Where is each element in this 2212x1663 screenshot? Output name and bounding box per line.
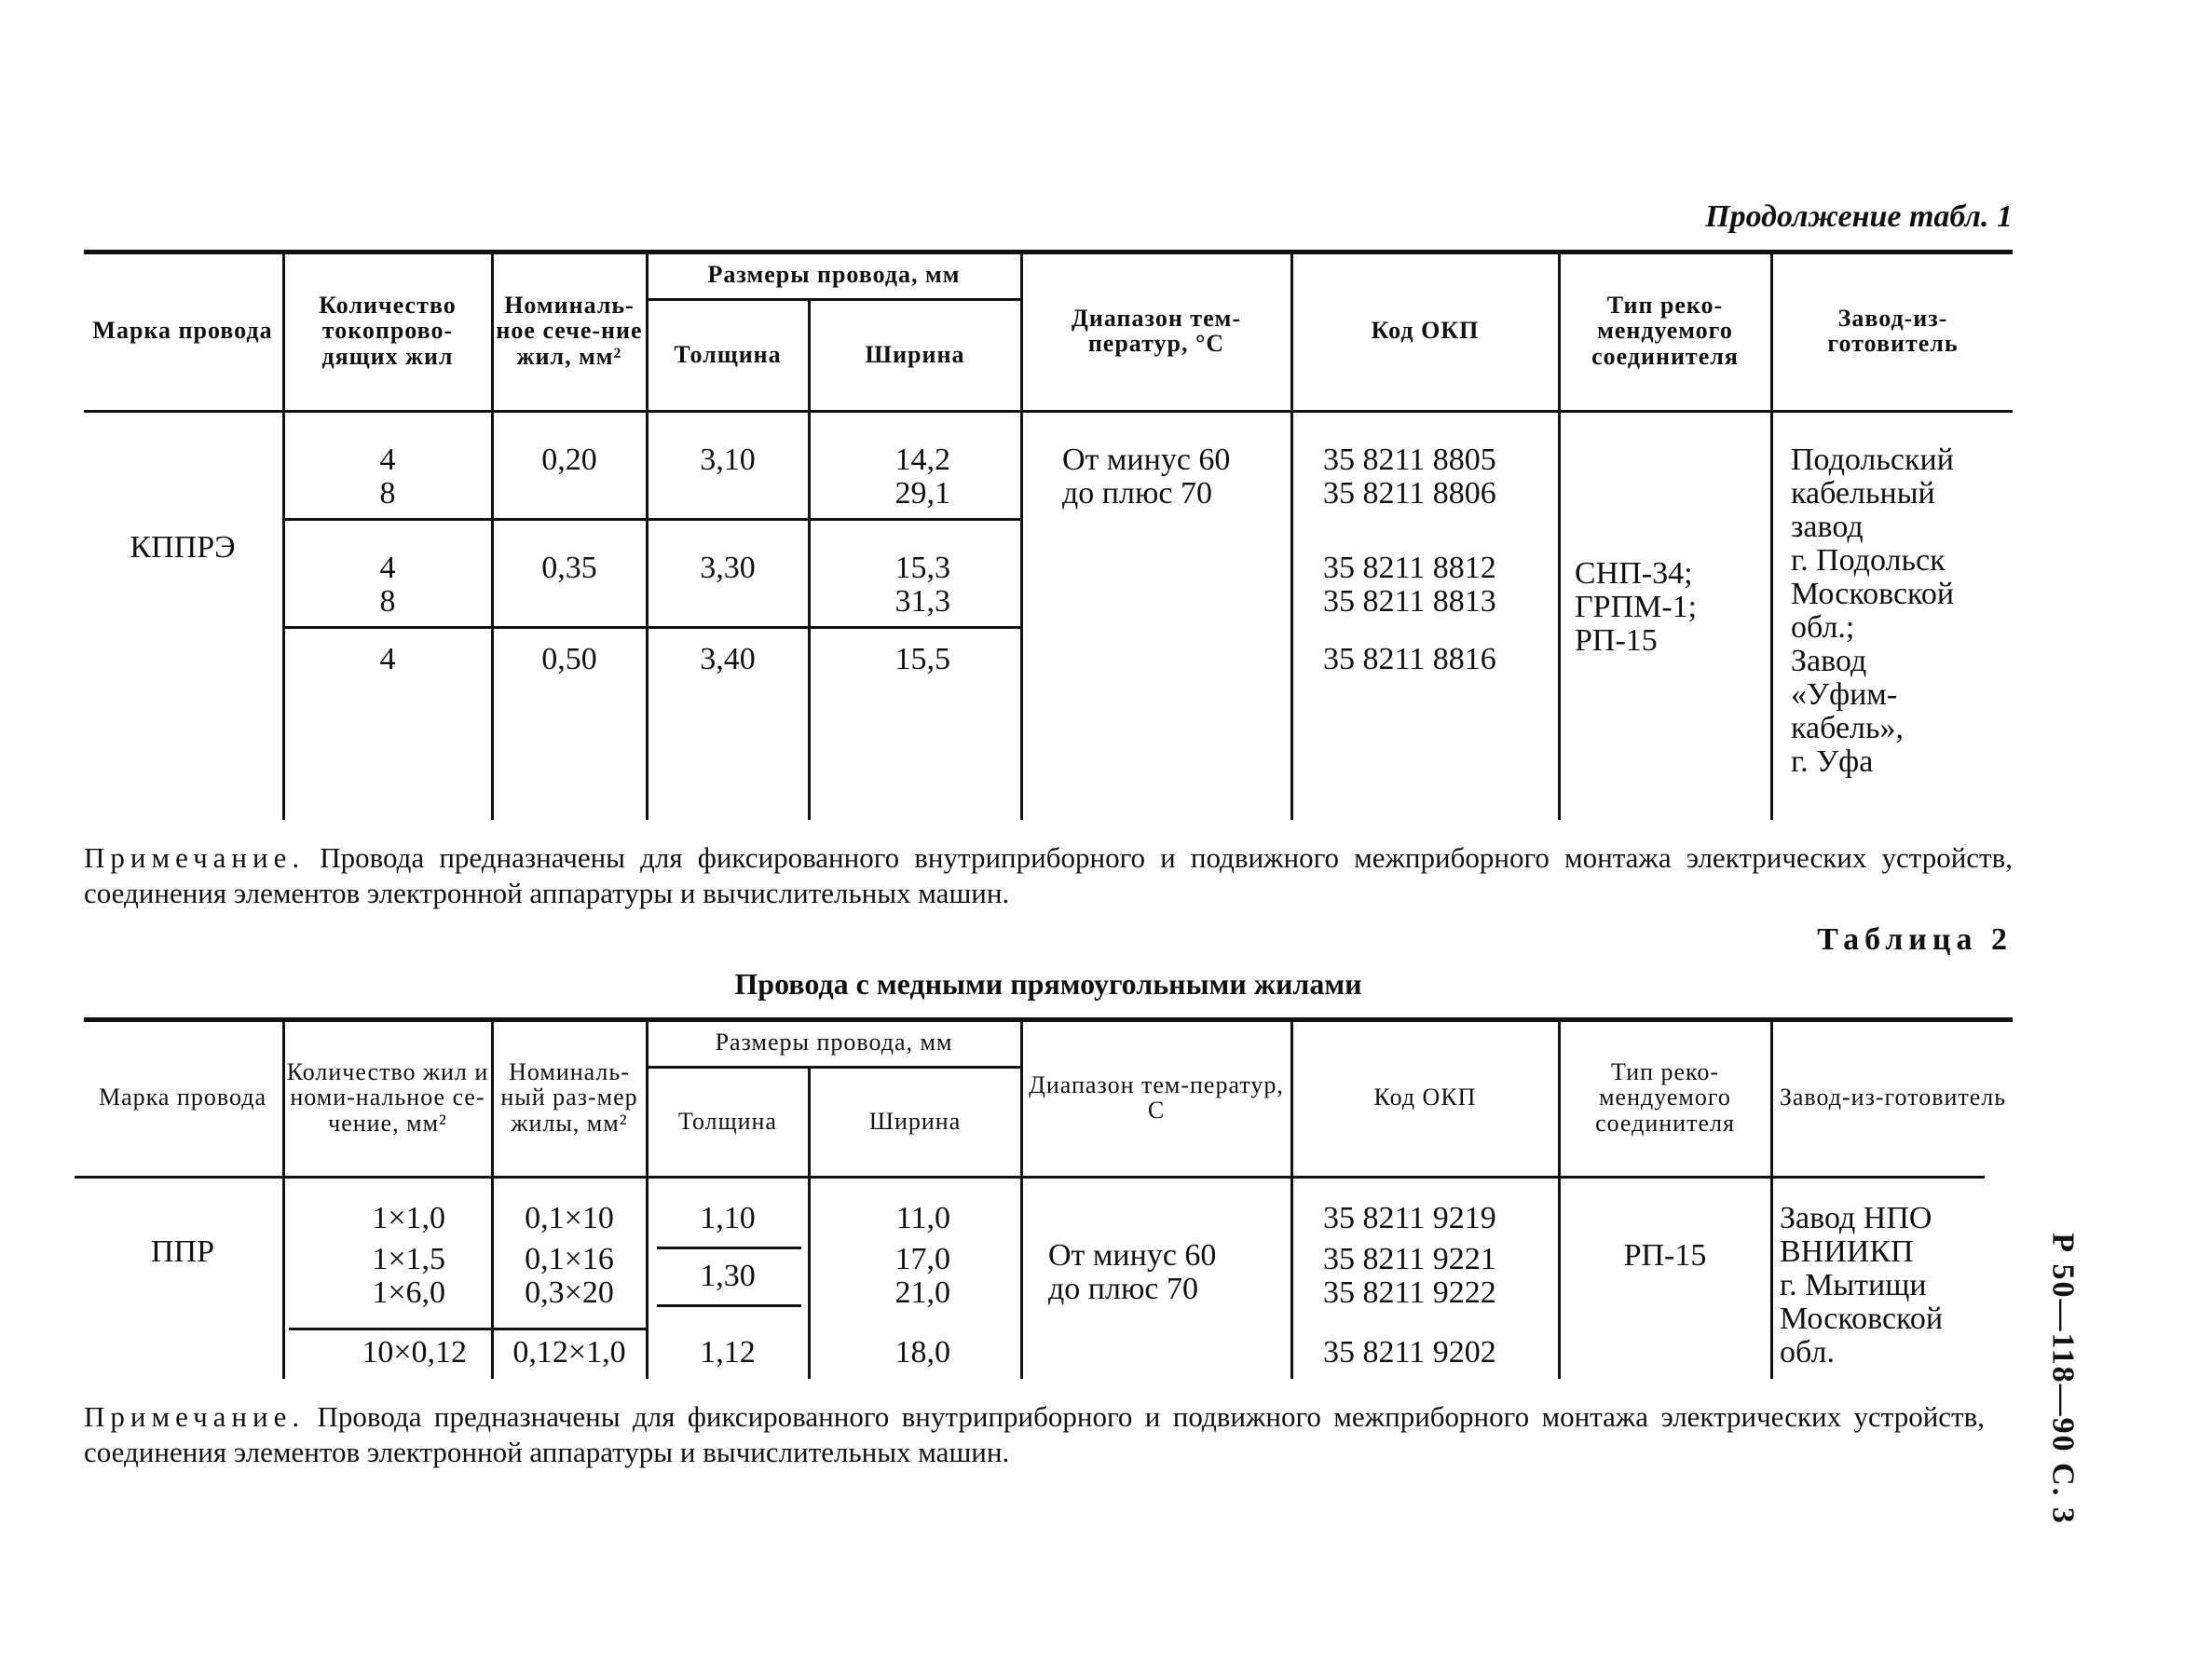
table-2-header-rule — [75, 1176, 1985, 1179]
header-thickness: Толщина — [678, 1108, 777, 1136]
cores-cell: 4 8 — [379, 443, 396, 511]
section-cell: 0,20 — [541, 443, 597, 477]
table-2-title: Провода с медными прямоугольными жилами — [734, 967, 1362, 1001]
table-1-header-rule — [84, 410, 2013, 413]
cores-cell: 10×0,12 — [362, 1335, 467, 1370]
thickness-cell: 1,12 — [700, 1335, 756, 1370]
header-width: Ширина — [868, 1108, 962, 1136]
width-cell: 14,2 29,1 — [894, 443, 950, 511]
thickness-cell: 3,40 — [700, 642, 756, 676]
table-1-note — [84, 840, 2013, 911]
thickness-cell: 1,30 — [700, 1259, 756, 1293]
header-dimensions: Размеры провода, мм — [707, 261, 961, 289]
header-connector: Тип реко-мендуемого соединителя — [1591, 292, 1739, 370]
connector-cell: РП-15 — [1623, 1238, 1707, 1273]
okp-code-cell: 35 8211 9219 — [1323, 1201, 1496, 1235]
width-cell: 17,0 — [894, 1242, 950, 1276]
manufacturer-cell: Завод НПО ВНИИКП г. Мытищи Московской обл. — [1780, 1201, 1944, 1370]
table-2-thickness-rule — [657, 1247, 801, 1249]
okp-code-cell: 35 8211 8805 35 8211 8806 — [1323, 443, 1496, 511]
thickness-cell: 3,30 — [700, 551, 756, 585]
core-size-cell: 0,1×10 — [525, 1201, 614, 1235]
header-temperature: Диапазон тем-ператур, °С — [1072, 304, 1241, 357]
table-2-thickness-rule — [657, 1304, 801, 1307]
note-text: Провода предназначены для фиксированного внутриприборного и подвижного межприборного монтажа электрических устройств, соединения элементов электронной аппаратуры и вычислительных машин. — [84, 1400, 1985, 1468]
okp-code-cell: 35 8211 9221 — [1323, 1242, 1496, 1276]
okp-code-cell: 35 8211 9202 — [1323, 1335, 1496, 1370]
note-text: Провода предназначены для фиксированного внутриприборного и подвижного межприборного монтажа электрических устройств, соединения элементов электронной аппаратуры и вычислительных машин. — [84, 841, 2013, 909]
core-size-cell: 0,3×20 — [525, 1275, 614, 1310]
table-2-group-rule — [289, 1328, 648, 1330]
thickness-cell: 3,10 — [700, 443, 756, 477]
section-cell: 0,50 — [541, 642, 597, 676]
okp-code-cell: 35 8211 8812 35 8211 8813 — [1323, 551, 1496, 619]
document-code-text: Р 50—118—90 С. 3 — [2046, 1233, 2082, 1525]
header-cores: Количество токопрово-дящих жил — [319, 292, 457, 370]
width-cell: 15,5 — [894, 642, 950, 676]
header-brand: Марка провода — [99, 1084, 266, 1111]
wire-brand: КППРЭ — [130, 530, 236, 565]
width-cell: 15,3 31,3 — [894, 551, 950, 619]
header-core-size: Номиналь-ный раз-мер жилы, мм² — [500, 1058, 638, 1137]
cores-cell: 1×1,5 — [372, 1242, 445, 1276]
table-continuation-label: Продолжение табл. 1 — [1705, 199, 2013, 234]
cores-cell: 4 8 — [379, 551, 396, 619]
header-width: Ширина — [865, 341, 965, 369]
table-2-note — [84, 1399, 1985, 1470]
note-label: Примечание. — [84, 841, 306, 874]
core-size-cell: 0,12×1,0 — [512, 1335, 626, 1370]
header-okp-code: Код ОКП — [1371, 317, 1480, 345]
width-cell: 18,0 — [894, 1335, 950, 1370]
okp-code-cell: 35 8211 8816 — [1323, 642, 1496, 676]
header-thickness: Толщина — [674, 341, 782, 369]
header-brand: Марка провода — [92, 317, 273, 345]
temperature-cell: От минус 60 до плюс 70 — [1062, 443, 1231, 511]
section-cell: 0,35 — [541, 551, 597, 585]
temperature-cell: От минус 60 до плюс 70 — [1048, 1238, 1217, 1306]
okp-code-cell: 35 8211 9222 — [1323, 1275, 1496, 1310]
header-manufacturer: Завод-из-готовитель — [1779, 1084, 2007, 1111]
cores-cell: 4 — [379, 642, 396, 676]
header-section: Номиналь-ное сече-ние жил, мм² — [496, 292, 643, 370]
width-cell: 21,0 — [894, 1275, 950, 1310]
table-2-label: Таблица 2 — [1817, 922, 2013, 957]
table-2-dims-rule — [648, 1066, 1020, 1069]
table-1-dims-rule — [648, 298, 1020, 301]
header-manufacturer: Завод-из-готовитель — [1827, 304, 1959, 357]
cores-cell: 1×1,0 — [372, 1201, 445, 1235]
header-temperature: Диапазон тем-ператур, С — [1029, 1070, 1284, 1124]
header-okp-code: Код ОКП — [1373, 1084, 1477, 1111]
width-cell: 11,0 — [895, 1201, 950, 1235]
header-cores: Количество жил и номи-нальное се-чение, мм² — [286, 1058, 489, 1137]
header-connector: Тип реко-мендуемого соединителя — [1595, 1058, 1735, 1137]
manufacturer-cell: Подольский кабельный завод г. Подольск Московской обл.; Завод «Уфим- кабель», г. Уфа — [1791, 443, 1955, 779]
connector-cell: СНП-34; ГРПМ-1; РП-15 — [1575, 556, 1698, 658]
table-1-group-rule-2 — [284, 626, 1020, 629]
header-dimensions: Размеры провода, мм — [715, 1029, 953, 1056]
cores-cell: 1×6,0 — [372, 1275, 445, 1310]
thickness-cell: 1,10 — [700, 1201, 756, 1235]
document-side-code — [2035, 1202, 2091, 1556]
table-1-group-rule-1 — [284, 518, 1020, 521]
wire-brand: ППР — [150, 1234, 215, 1269]
note-label: Примечание. — [84, 1400, 306, 1433]
core-size-cell: 0,1×16 — [525, 1242, 614, 1276]
